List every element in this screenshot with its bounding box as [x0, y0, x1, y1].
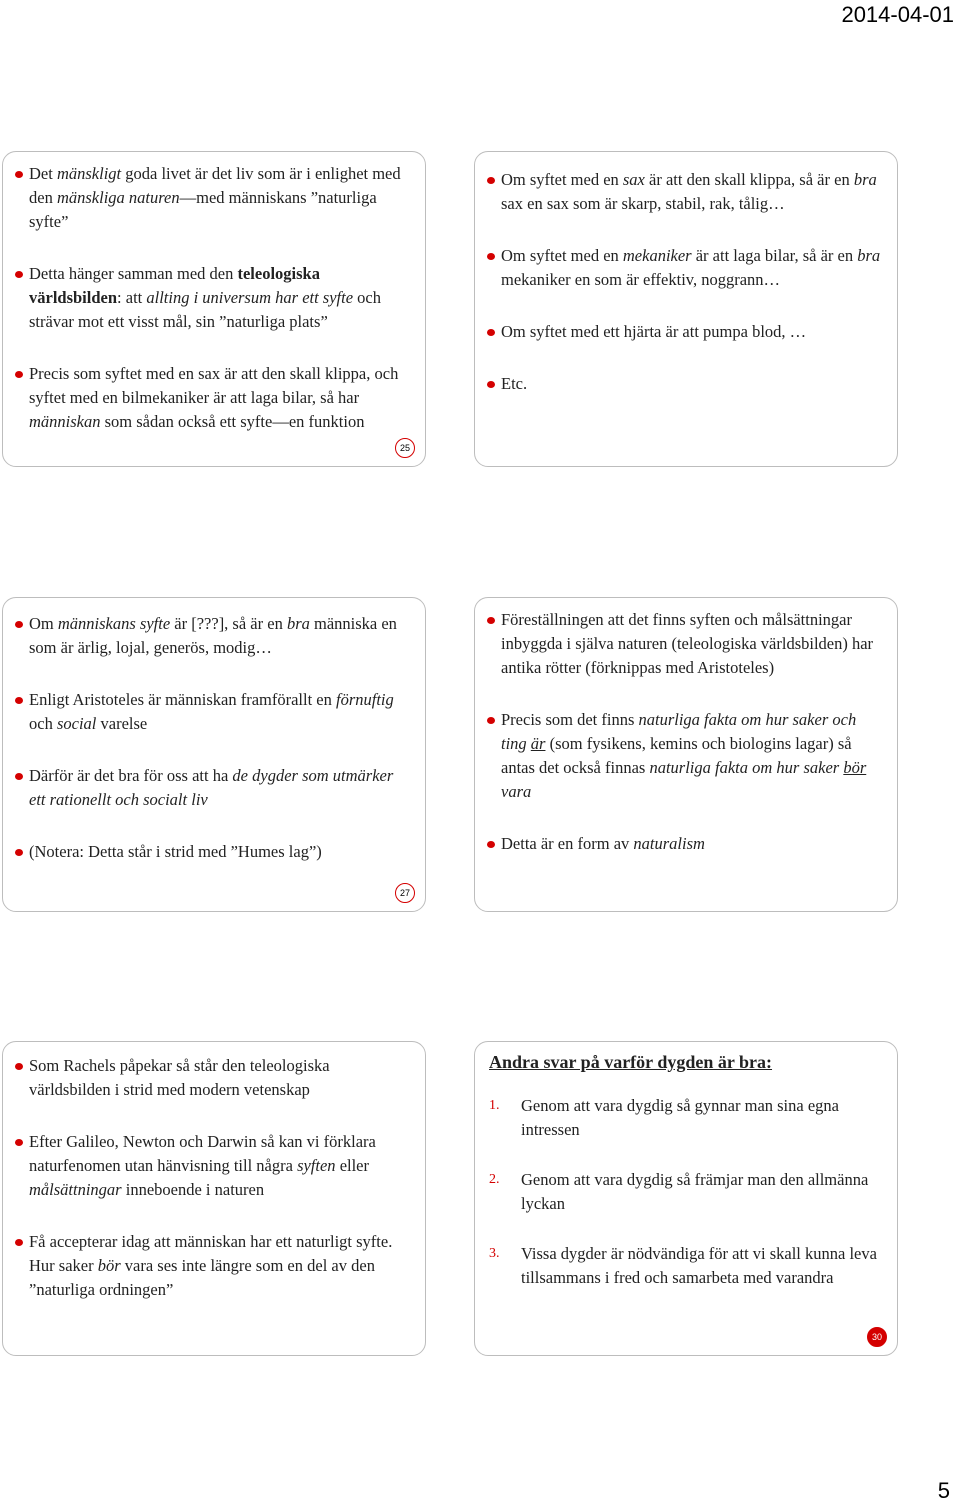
bullet-text-segment: människans syfte: [57, 614, 171, 633]
bullet-text-segment: (Notera: Detta står i strid med ”Humes lag”): [29, 842, 322, 861]
bullet-text-segment: Om: [29, 614, 58, 633]
bullet-item: [487, 708, 883, 804]
bullet-item: [15, 1230, 411, 1302]
slide-26: [474, 151, 898, 467]
bullet-text-segment: mekaniker en som är effektiv, noggrann…: [501, 270, 781, 289]
bullet-text-segment: sax: [622, 170, 645, 189]
slide-25: [2, 151, 426, 467]
bullet-list: [15, 162, 411, 434]
slide-28: [474, 597, 898, 912]
numbered-item: [487, 1168, 883, 1216]
bullet-text-segment: de dygder som utmärker ett rationellt och socialt liv: [29, 766, 394, 809]
bullet-text-segment: vara: [501, 782, 532, 801]
bullet-text-segment: människa en som är ärlig, lojal, generös, modig…: [29, 614, 397, 657]
item-number: 2.: [489, 1172, 500, 1187]
bullet-text-segment: syften: [297, 1156, 336, 1175]
slide-number: 27: [395, 883, 415, 903]
bullet-dot-icon: [487, 329, 495, 336]
numbered-item: [487, 1242, 883, 1290]
bullet-text-segment: goda livet är det liv som är i enlighet med den: [29, 164, 401, 207]
bullet-text-segment: varelse: [96, 714, 148, 733]
bullet-text-segment: är [???], så är en: [170, 614, 287, 633]
bullet-text-segment: är: [530, 734, 546, 753]
bullet-text-segment: naturalism: [633, 834, 705, 853]
bullet-dot-icon: [15, 1063, 23, 1070]
bullet-text-segment: förnuftig: [336, 690, 394, 709]
bullet-text-segment: som sådan också ett syfte—en funktion: [100, 412, 365, 431]
bullet-text-segment: naturliga fakta om hur saker och ting: [501, 710, 857, 753]
bullet-list: [15, 612, 411, 864]
bullet-item: [15, 1130, 411, 1202]
bullet-item: [487, 244, 883, 292]
bullet-dot-icon: [15, 171, 23, 178]
bullet-item: [15, 612, 411, 660]
bullet-text-segment: bra: [853, 170, 877, 189]
bullet-list: [487, 608, 883, 856]
bullet-item: [15, 1054, 411, 1102]
bullet-text-segment: : att: [117, 288, 147, 307]
bullet-dot-icon: [15, 849, 23, 856]
bullet-text-segment: bör: [843, 758, 867, 777]
bullet-dot-icon: [15, 271, 23, 278]
bullet-dot-icon: [487, 617, 495, 624]
bullet-text-segment: naturliga fakta om hur saker: [649, 758, 844, 777]
bullet-text-segment: bra: [857, 246, 881, 265]
bullet-text-segment: människan: [29, 412, 101, 431]
bullet-list: [15, 1054, 411, 1302]
bullet-text-segment: Detta hänger samman med den: [29, 264, 238, 283]
item-number: 3.: [489, 1246, 500, 1261]
bullet-item: [15, 162, 411, 234]
slide-27: [2, 597, 426, 912]
bullet-text-segment: Föreställningen att det finns syften och målsättningar inbyggda i själva naturen (teleologiska världsbilden) har antika rötter (förknippas med Aristoteles): [501, 610, 874, 677]
bullet-text-segment: Om syftet med ett hjärta är att pumpa blod, …: [501, 322, 807, 341]
bullet-text-segment: Om syftet med en: [501, 246, 623, 265]
bullet-text-segment: Precis som syftet med en sax är att den skall klippa, och syftet med en bilmekaniker är att laga bilar, så har: [29, 364, 399, 407]
bullet-dot-icon: [487, 841, 495, 848]
bullet-item: [487, 832, 883, 856]
slide-number: 30: [867, 1327, 887, 1347]
bullet-item: [15, 362, 411, 434]
bullet-dot-icon: [15, 773, 23, 780]
bullet-text-segment: —med människans ”naturliga syfte”: [29, 188, 377, 231]
bullet-text-segment: är att den skall klippa, så är en: [644, 170, 854, 189]
bullet-text-segment: social: [56, 714, 97, 733]
bullet-text-segment: Etc.: [501, 374, 528, 393]
bullet-text-segment: Få accepterar idag att människan har ett naturligt syfte. Hur saker: [29, 1232, 393, 1275]
item-text: Genom att vara dygdig så främjar man den allmänna lyckan: [521, 1170, 869, 1213]
numbered-list: [487, 1094, 883, 1290]
bullet-text-segment: Det: [29, 164, 57, 183]
bullet-dot-icon: [487, 253, 495, 260]
bullet-item: [15, 688, 411, 736]
bullet-dot-icon: [487, 717, 495, 724]
bullet-item: [487, 608, 883, 680]
item-number: 1.: [489, 1098, 500, 1113]
bullet-dot-icon: [15, 1239, 23, 1246]
page-number: 5: [937, 1478, 950, 1503]
bullet-item: [15, 840, 411, 864]
bullet-text-segment: mekaniker: [622, 246, 692, 265]
bullet-text-segment: bra: [286, 614, 310, 633]
bullet-dot-icon: [487, 177, 495, 184]
bullet-item: [15, 262, 411, 334]
item-text: Genom att vara dygdig så gynnar man sina egna intressen: [521, 1096, 839, 1139]
bullet-text-segment: mänskliga naturen: [56, 188, 180, 207]
bullet-dot-icon: [15, 371, 23, 378]
bullet-text-segment: (som fysikens, kemins och biologins lagar) så antas det också finnas: [501, 734, 852, 777]
bullet-text-segment: Som Rachels påpekar så står den teleologiska världsbilden i strid med modern vetenskap: [29, 1056, 330, 1099]
bullet-item: [15, 764, 411, 812]
bullet-text-segment: teleologiska världsbilden: [29, 264, 320, 307]
bullet-item: [487, 168, 883, 216]
bullet-list: [487, 168, 883, 396]
bullet-text-segment: inneboende i naturen: [121, 1180, 265, 1199]
bullet-dot-icon: [15, 621, 23, 628]
bullet-text-segment: eller: [335, 1156, 369, 1175]
bullet-text-segment: vara ses inte längre som en del av den ”naturliga ordningen”: [29, 1256, 375, 1299]
slide-heading: Andra svar på varför dygden är bra:: [489, 1052, 773, 1072]
bullet-text-segment: sax en sax som är skarp, stabil, rak, tålig…: [501, 194, 785, 213]
bullet-dot-icon: [15, 1139, 23, 1146]
item-text: Vissa dygder är nödvändiga för att vi skall kunna leva tillsammans i fred och samarbeta med varandra: [521, 1244, 877, 1287]
bullet-text-segment: är att laga bilar, så är en: [691, 246, 858, 265]
bullet-text-segment: Precis som det finns: [501, 710, 639, 729]
print-date: 2014-04-01: [841, 2, 954, 27]
bullet-text-segment: mänskligt: [56, 164, 122, 183]
bullet-text-segment: och strävar mot ett visst mål, sin ”naturliga plats”: [29, 288, 381, 331]
bullet-item: [487, 320, 883, 344]
numbered-item: [487, 1094, 883, 1142]
bullet-text-segment: bör: [97, 1256, 121, 1275]
slide-number: 25: [395, 438, 415, 458]
bullet-text-segment: Detta är en form av: [501, 834, 634, 853]
bullet-text-segment: Därför är det bra för oss att ha: [29, 766, 233, 785]
bullet-text-segment: Efter Galileo, Newton och Darwin så kan vi förklara naturfenomen utan hänvisning till några: [29, 1132, 376, 1175]
bullet-text-segment: allting i universum har ett syfte: [146, 288, 354, 307]
slide-29: [2, 1041, 426, 1356]
bullet-text-segment: Om syftet med en: [501, 170, 623, 189]
bullet-text-segment: och: [29, 714, 57, 733]
bullet-text-segment: målsättningar: [29, 1180, 122, 1199]
bullet-dot-icon: [15, 697, 23, 704]
bullet-item: [487, 372, 883, 396]
slide-30: [474, 1041, 898, 1356]
bullet-dot-icon: [487, 381, 495, 388]
bullet-text-segment: Enligt Aristoteles är människan framförallt en: [29, 690, 336, 709]
